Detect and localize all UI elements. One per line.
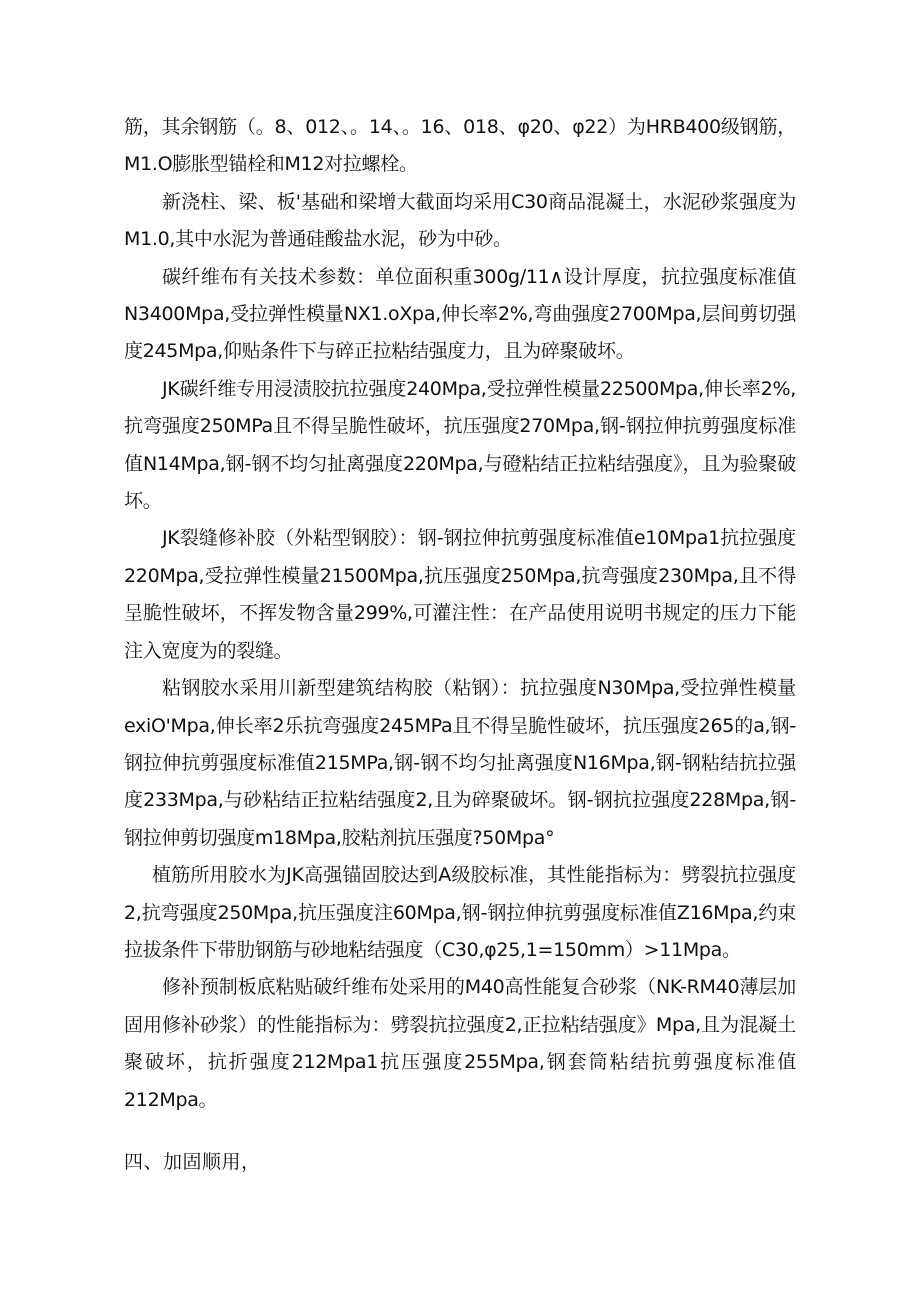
- body-text: [124, 109, 796, 1119]
- paragraph-steel-bonding-adhesive: 粘钢胶水采用川新型建筑结构胶（粘钢）：抗拉强度N30Mpa,受拉弹性模量exiO'Mpa,伸长率2乐抗弯强度245MPa且不得呈脆性破坏，抗压强度265的a,钢-钢拉伸抗剪强度标准值215MPa,钢-钢不均匀扯离强度N16Mpa,钢-钢粘结抗拉强度233Mpa,与砂粘结正拉粘结强度2,且为碎聚破坏。钢-钢抗拉强度228Mpa,钢-钢拉伸剪切强度m18Mpa,胶粘剂抗压强度?50Mpa°: [124, 677, 796, 849]
- paragraph-impregnating-adhesive: JK碳纤维专用浸渍胶抗拉强度240Mpa,受拉弹性模量22500Mpa,伸长率2%,抗弯强度250MPa且不得呈脆性破坏，抗压强度270Mpa,钢-钢拉伸抗剪强度标准值N14Mpa,钢-钢不均匀扯离强度220Mpa,与磴粘结正拉粘结强度》，且为验聚破坏。: [124, 377, 796, 513]
- paragraph-concrete: 新浇柱、梁、板'基础和梁增大截面均采用C30商品混凝土，水泥砂浆强度为M1.0,其中水泥为普通硅酸盐水泥，砂为中砂。: [124, 190, 796, 251]
- paragraph-crack-repair-adhesive: JK裂缝修补胶（外粘型钢胶）：钢-钢拉伸抗剪强度标准值e10Mpa1抗拉强度220Mpa,受拉弹性模量21500Mpa,抗压强度250Mpa,抗弯强度230Mpa,且不得呈脆性破坏，不挥发物含量299%,可灌注性：在产品使用说明书规定的压力下能注入宽度为的裂缝。: [124, 527, 796, 662]
- paragraph-rebar: 筋，其余钢筋（。8、012、。14、。16、018、φ20、φ22）为HRB400级钢筋，M1.O膨胀型锚栓和M12对拉螺栓。: [124, 116, 796, 176]
- paragraph-carbon-fiber-cloth: 碳纤维布有关技术参数：单位面积重300g∕11∧设计厚度，抗拉强度标准值N3400Mpa,受拉弹性模量NX1.oXpa,伸长率2%,弯曲强度2700Mpa,层间剪切强度245Mpa,仰贴条件下与碎正拉粘结强度力，且为碎聚破坏。: [124, 265, 796, 363]
- paragraph-repair-mortar: 修补预制板底粘贴破纤维布处采用的M40高性能复合砂浆（NK-RM40薄层加固用修补砂浆）的性能指标为：劈裂抗拉强度2,正拉粘结强度》Mpa,且为混凝土聚破坏，抗折强度212Mpa1抗压强度255Mpa,钢套筒粘结抗剪强度标准值212Mpa。: [124, 976, 796, 1111]
- paragraph-rebar-anchoring-adhesive: 植筋所用胶水为JK高强锚固胶达到A级胶标准，其性能指标为：劈裂抗拉强度2,抗弯强度250Mpa,抗压强度注60Mpa,钢-钢拉伸抗剪强度标准值Z16Mpa,约束拉拔条件下带肋钢筋与砂地粘结强度（C30,φ25,1=150mm）>11Mpa。: [124, 864, 796, 961]
- section-heading: 四、加固顺用，: [124, 1151, 261, 1173]
